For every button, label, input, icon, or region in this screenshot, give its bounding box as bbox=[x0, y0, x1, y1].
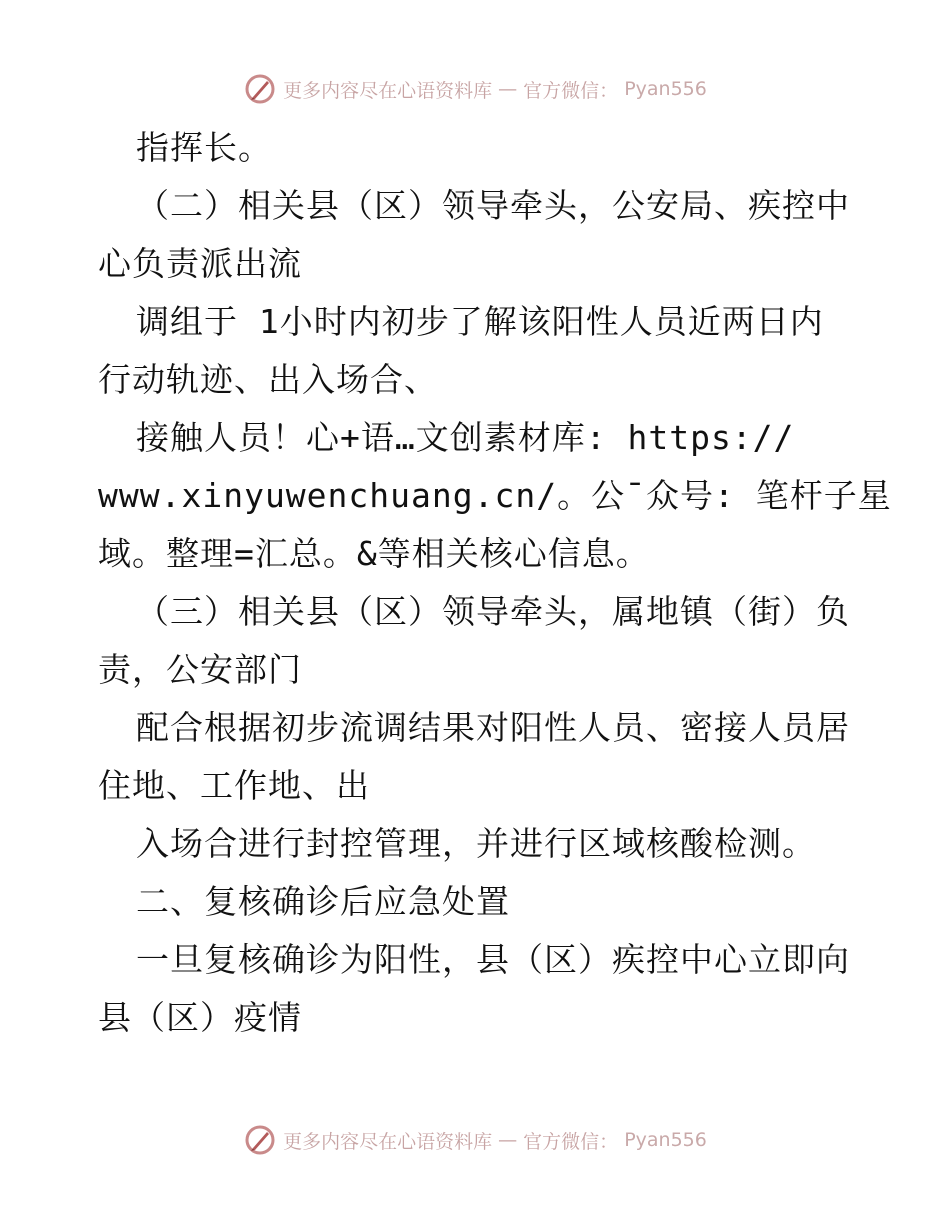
text-line: （三）相关县（区）领导牵头，属地镇（街）负 bbox=[136, 592, 850, 631]
document-body bbox=[98, 124, 892, 1052]
text-line: 调组于 1小时内初步了解该阳性人员近两日内 bbox=[136, 302, 824, 341]
watermark-wechat-label: 官方微信： bbox=[523, 79, 619, 102]
text-line: 入场合进行封控管理，并进行区域核酸检测。 bbox=[136, 824, 816, 863]
watermark-site-text: 更多内容尽在心语资料库 bbox=[283, 79, 493, 102]
text-line: 指挥长。 bbox=[136, 128, 272, 167]
text-line: www.xinyuwenchuang.cn/。公¯众号: 笔杆子星 bbox=[98, 476, 892, 515]
text-line: 住地、工作地、出 bbox=[98, 766, 370, 805]
watermark-wechat-label: 官方微信： bbox=[523, 1130, 619, 1153]
quill-logo-icon bbox=[243, 72, 277, 106]
text-line: （二）相关县（区）领导牵头，公安局、疾控中 bbox=[136, 186, 850, 225]
text-line: 县（区）疫情 bbox=[98, 998, 302, 1037]
watermark-wechat-id: Pyan556 bbox=[624, 78, 707, 100]
watermark-site-text: 更多内容尽在心语资料库 bbox=[283, 1130, 493, 1153]
text-line: 一旦复核确诊为阳性，县（区）疾控中心立即向 bbox=[136, 940, 850, 979]
text-line: 域。整理=汇总。&等相关核心信息。 bbox=[98, 534, 650, 573]
watermark-separator: — bbox=[498, 78, 518, 100]
watermark-wechat-id: Pyan556 bbox=[624, 1129, 707, 1151]
text-line: 责，公安部门 bbox=[98, 650, 302, 689]
text-line: 心负责派出流 bbox=[98, 244, 302, 283]
footer-watermark bbox=[0, 1123, 950, 1157]
quill-logo-icon bbox=[243, 1123, 277, 1157]
text-line: 行动轨迹、出入场合、 bbox=[98, 360, 438, 399]
text-line: 配合根据初步流调结果对阳性人员、密接人员居 bbox=[136, 708, 850, 747]
watermark-separator: — bbox=[498, 1129, 518, 1151]
header-watermark bbox=[0, 72, 950, 106]
text-line: 接触人员！心+语…文创素材库: https:// bbox=[136, 418, 795, 457]
text-line: 二、复核确诊后应急处置 bbox=[136, 882, 510, 921]
